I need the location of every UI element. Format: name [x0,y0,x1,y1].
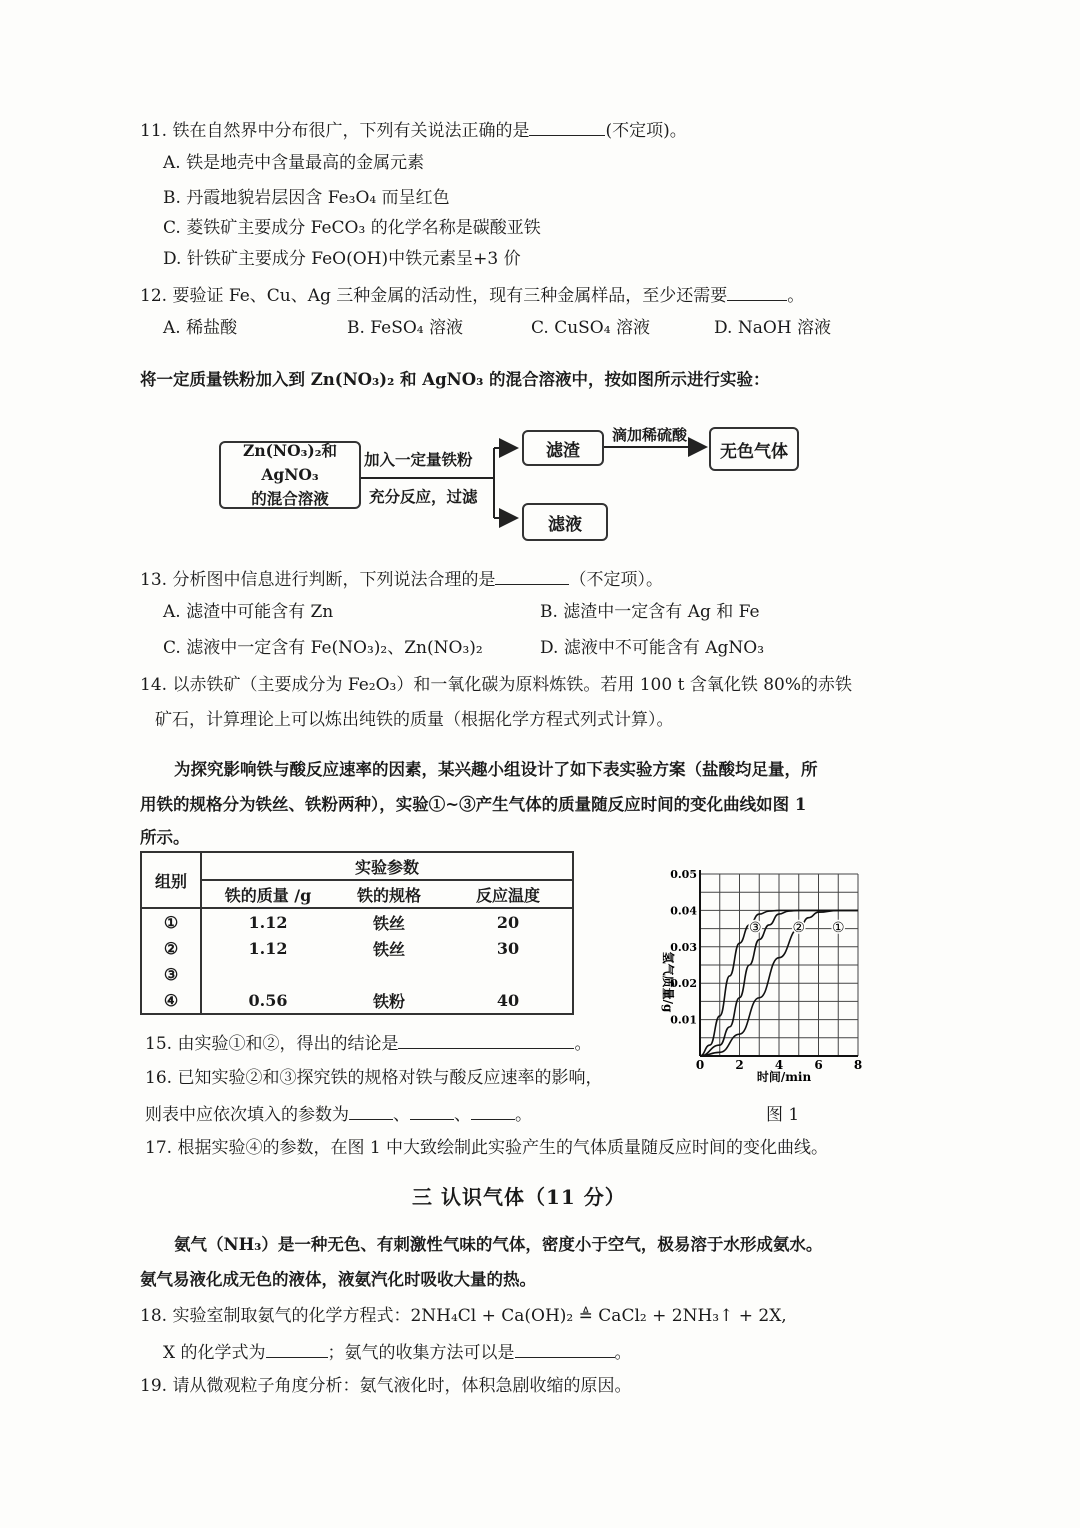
q16-blank-2[interactable] [410,1101,454,1120]
q14-line1: 14. 以赤铁矿（主要成分为 Fe₂O₃）和一氧化碳为原料炼铁。若用 100 t 含氧化铁 80%的赤铁 [140,675,853,695]
q11-stem: 11. 铁在自然界中分布很广，下列有关说法正确的是 (不定项)。 [140,117,687,143]
q12-option-c: C. CuSO₄ 溶液 [531,318,650,338]
q13-option-a: A. 滤渣中可能含有 Zn [163,602,334,622]
q12-option-b: B. FeSO₄ 溶液 [347,318,464,338]
q16-line1: 16. 已知实验②和③探究铁的规格对铁与酸反应速率的影响， [145,1068,603,1088]
chart-series-label: ② [792,919,806,936]
q13-option-b: B. 滤渣中一定含有 Ag 和 Fe [540,602,760,622]
q18-line2: X 的化学式为 ；氨气的收集方法可以是 。 [163,1339,632,1365]
table-row: ④ 0.56 铁粉 40 [141,987,573,1014]
chart-ylabel: 氢气质量/g [661,951,675,1013]
exp-intro-line3: 所示。 [140,828,190,847]
table-col-temp: 反应温度 [444,880,573,908]
ammonia-intro-line1: 氨气（NH₃）是一种无色、有刺激性气味的气体，密度小于空气，极易溶于水形成氨水。 [174,1235,823,1254]
chart-ytick-label: 0.04 [670,904,697,918]
residue-box: 滤渣 [522,430,604,466]
q17: 17. 根据实验④的参数，在图 1 中大致绘制此实验产生的气体质量随反应时间的变化曲线。 [145,1138,829,1158]
flow-step1-top-label: 加入一定量铁粉 [364,450,473,469]
chart-xlabel: 时间/min [756,1070,812,1084]
q19: 19. 请从微观粒子角度分析：氨气液化时，体积急剧收缩的原因。 [140,1376,632,1396]
gas-mass-chart [650,860,880,1090]
chart-xtick-label: 4 [774,1058,784,1072]
q12-stem: 12. 要验证 Fe、Cu、Ag 三种金属的活动性，现有三种金属样品，至少还需要 。 [140,282,804,308]
chart-series-label: ① [831,919,845,936]
q16-line2: 则表中应依次填入的参数为 、 、 。 [145,1101,532,1127]
chart-ytick-label: 0.05 [670,868,697,881]
table-col-mass: 铁的质量 /g [201,880,334,908]
chart-xtick-label: 2 [735,1058,744,1072]
q13-answer-blank[interactable] [495,566,569,585]
filtrate-box: 滤液 [522,503,608,541]
q15-answer-blank[interactable] [398,1030,574,1049]
q13-option-c: C. 滤液中一定含有 Fe(NO₃)₂、Zn(NO₃)₂ [163,638,483,658]
section-title: 三 认识气体（11 分） [412,1185,626,1209]
table-col-form: 铁的规格 [334,880,444,908]
exp-intro-line2: 用铁的规格分为铁丝、铁粉两种），实验①~③产生气体的质量随反应时间的变化曲线如图 1 [140,795,807,814]
q12-option-d: D. NaOH 溶液 [714,318,832,338]
chart-xtick-label: 8 [853,1058,863,1072]
mixed-solution-box: Zn(NO₃)₂和AgNO₃ 的混合溶液 [219,441,361,509]
q18-blank-formula[interactable] [266,1339,328,1358]
chart-ticks [670,868,862,1072]
figure-caption: 图 1 [766,1105,800,1125]
chart-xtick-label: 6 [814,1058,823,1072]
experiment-table [140,851,574,1015]
q11-option-b: B. 丹霞地貌岩层因含 Fe₃O₄ 而呈红色 [163,188,450,208]
flow-step2-label: 滴加稀硫酸 [612,426,688,444]
q12-option-a: A. 稀盐酸 [163,318,238,338]
q13-stem: 13. 分析图中信息进行判断，下列说法合理的是 （不定项）。 [140,566,663,592]
q14-line2: 矿石，计算理论上可以炼出纯铁的质量（根据化学方程式列式计算）。 [155,710,674,730]
table-row: ③ [141,961,573,987]
exp-intro-line1: 为探究影响铁与酸反应速率的因素，某兴趣小组设计了如下表实验方案（盐酸均足量，所 [174,760,818,779]
table-row: ① 1.12 铁丝 20 [141,908,573,935]
q13-option-d: D. 滤液中不可能含有 AgNO₃ [540,638,765,658]
q15-stem: 15. 由实验①和②，得出的结论是 。 [145,1030,591,1056]
q11-option-a: A. 铁是地壳中含量最高的金属元素 [163,153,425,173]
table-header-params: 实验参数 [201,852,573,880]
table-row: ② 1.12 铁丝 30 [141,935,573,961]
chart-ytick-label: 0.01 [670,1013,697,1027]
q11-option-d: D. 针铁矿主要成分 FeO(OH)中铁元素呈+3 价 [163,249,521,269]
colorless-gas-box: 无色气体 [709,427,799,471]
chart-series-label: ③ [749,919,762,936]
table-header-group: 组别 [141,852,201,908]
chart-ytick-label: 0.03 [670,940,697,954]
flow-step1-bottom-label: 充分反应，过滤 [369,487,478,506]
q18-line1: 18. 实验室制取氨气的化学方程式：2NH₄Cl + Ca(OH)₂ ≜ CaCl₂ + 2NH₃↑ + 2X, [140,1306,787,1326]
chart-grid [700,870,858,1056]
q16-blank-3[interactable] [471,1101,515,1120]
q11-option-c: C. 菱铁矿主要成分 FeCO₃ 的化学名称是碳酸亚铁 [163,218,541,238]
chart-ytick-label: 0.02 [670,977,697,991]
flow-intro: 将一定质量铁粉加入到 Zn(NO₃)₂ 和 AgNO₃ 的混合溶液中，按如图所示进行实验： [140,370,770,389]
q16-blank-1[interactable] [349,1101,393,1120]
q18-blank-collection[interactable] [515,1339,615,1358]
chart-xtick-label: 0 [695,1058,705,1072]
ammonia-intro-line2: 氨气易液化成无色的液体，液氨汽化时吸收大量的热。 [140,1270,536,1289]
